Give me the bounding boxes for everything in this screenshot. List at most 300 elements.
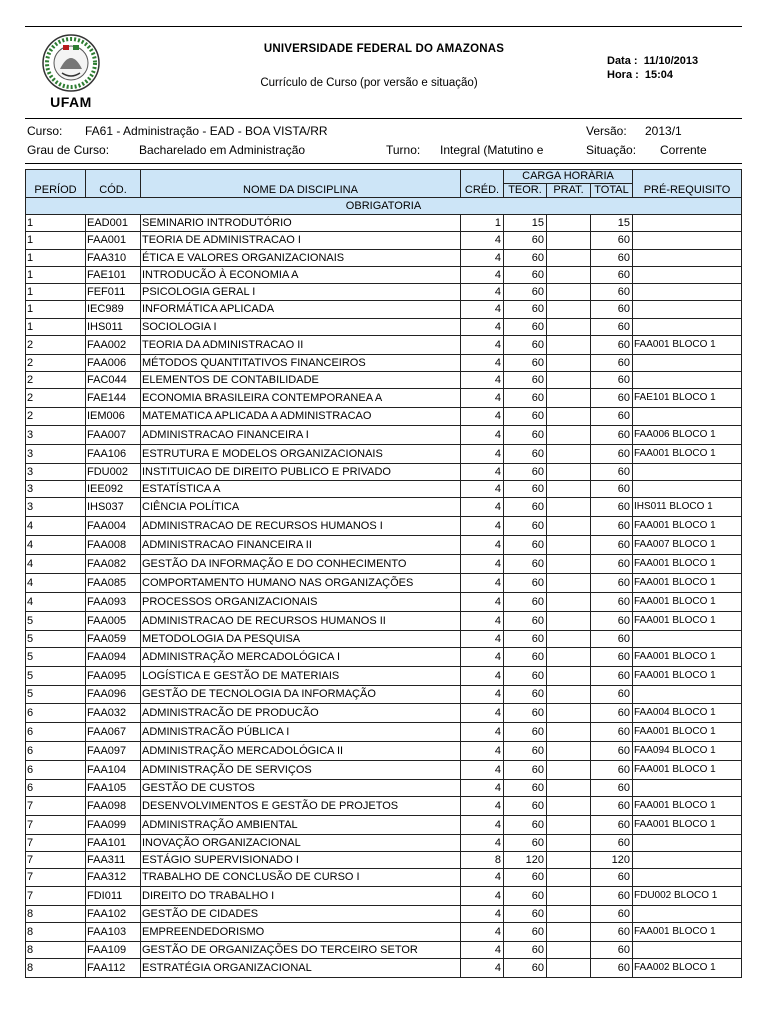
row-codigo: FAA082: [86, 555, 141, 574]
row-prereq: [633, 408, 742, 425]
col-prat: PRAT.: [547, 184, 591, 198]
row-prereq: [633, 480, 742, 497]
row-periodo: 2: [26, 389, 86, 408]
table-row: [26, 779, 742, 796]
table-row: [26, 886, 742, 905]
row-total: 60: [591, 284, 633, 301]
row-cred: 4: [461, 408, 504, 425]
row-prereq: FAA001 BLOCO 1: [633, 922, 742, 941]
row-total: 60: [591, 444, 633, 463]
row-prereq: FAE101 BLOCO 1: [633, 389, 742, 408]
table-row: [26, 498, 742, 517]
row-periodo: 8: [26, 905, 86, 922]
table-row: [26, 631, 742, 648]
row-codigo: FAA067: [86, 722, 141, 741]
row-periodo: 3: [26, 463, 86, 480]
row-prereq: FAA001 BLOCO 1: [633, 612, 742, 631]
col-periodo: PERÍOD: [26, 170, 86, 198]
row-cred: 4: [461, 372, 504, 389]
row-cred: 4: [461, 722, 504, 741]
row-total: 60: [591, 301, 633, 318]
row-codigo: FAA007: [86, 425, 141, 444]
row-teor: 60: [504, 498, 547, 517]
table-row: [26, 941, 742, 958]
row-total: 15: [591, 215, 633, 232]
row-periodo: 4: [26, 536, 86, 555]
row-periodo: 7: [26, 886, 86, 905]
table-row: [26, 266, 742, 283]
curriculum-table: [25, 169, 742, 978]
row-total: 60: [591, 815, 633, 834]
versao-value: 2013/1: [645, 124, 682, 138]
row-cred: 4: [461, 555, 504, 574]
row-cred: 4: [461, 425, 504, 444]
row-prat: [547, 463, 591, 480]
versao-label: Versão:: [586, 124, 627, 138]
row-prat: [547, 389, 591, 408]
row-prat: [547, 593, 591, 612]
row-prat: [547, 498, 591, 517]
row-periodo: 6: [26, 779, 86, 796]
col-total: TOTAL: [591, 184, 633, 198]
row-prat: [547, 555, 591, 574]
row-prat: [547, 886, 591, 905]
row-codigo: FAA109: [86, 941, 141, 958]
row-teor: 60: [504, 722, 547, 741]
row-prat: [547, 703, 591, 722]
row-codigo: FAA103: [86, 922, 141, 941]
row-periodo: 6: [26, 722, 86, 741]
row-prereq: [633, 834, 742, 851]
row-prat: [547, 318, 591, 335]
table-header: [26, 170, 742, 198]
row-nome: ESTRATÉGIA ORGANIZACIONAL: [141, 959, 461, 978]
row-prereq: [633, 301, 742, 318]
row-cred: 4: [461, 703, 504, 722]
row-nome: SOCIOLOGIA I: [141, 318, 461, 335]
row-teor: 60: [504, 463, 547, 480]
group-label: OBRIGATORIA: [26, 198, 742, 215]
row-teor: 60: [504, 741, 547, 760]
row-prereq: FAA001 BLOCO 1: [633, 667, 742, 686]
row-prat: [547, 852, 591, 869]
row-periodo: 4: [26, 555, 86, 574]
row-total: 60: [591, 959, 633, 978]
row-cred: 4: [461, 959, 504, 978]
row-prat: [547, 869, 591, 886]
row-cred: 4: [461, 922, 504, 941]
row-periodo: 7: [26, 869, 86, 886]
row-prat: [547, 408, 591, 425]
row-prat: [547, 425, 591, 444]
row-teor: 60: [504, 869, 547, 886]
row-total: 60: [591, 631, 633, 648]
table-row: [26, 741, 742, 760]
row-codigo: IHS037: [86, 498, 141, 517]
row-cred: 4: [461, 612, 504, 631]
table-row: [26, 703, 742, 722]
row-periodo: 2: [26, 354, 86, 371]
row-prat: [547, 444, 591, 463]
row-periodo: 8: [26, 922, 86, 941]
row-nome: GESTÃO DA INFORMAÇÃO E DO CONHECIMENTO: [141, 555, 461, 574]
logo-text: UFAM: [50, 94, 92, 110]
row-teor: 60: [504, 408, 547, 425]
row-nome: ADMINISTRAÇÃO MERCADOLÓGICA II: [141, 741, 461, 760]
row-total: 60: [591, 232, 633, 249]
row-prat: [547, 796, 591, 815]
row-teor: 60: [504, 760, 547, 779]
row-cred: 4: [461, 536, 504, 555]
table-row: [26, 463, 742, 480]
row-teor: 60: [504, 612, 547, 631]
row-periodo: 3: [26, 425, 86, 444]
row-total: 60: [591, 722, 633, 741]
row-total: 60: [591, 335, 633, 354]
row-nome: INTRODUCÃO À ECONOMIA A: [141, 266, 461, 283]
row-total: 60: [591, 536, 633, 555]
row-codigo: FAA104: [86, 760, 141, 779]
row-prereq: FAA004 BLOCO 1: [633, 703, 742, 722]
row-prereq: [633, 852, 742, 869]
row-periodo: 3: [26, 498, 86, 517]
row-cred: 8: [461, 852, 504, 869]
row-codigo: IEC989: [86, 301, 141, 318]
row-codigo: FAA096: [86, 686, 141, 703]
row-prat: [547, 612, 591, 631]
row-prereq: FDU002 BLOCO 1: [633, 886, 742, 905]
row-periodo: 7: [26, 815, 86, 834]
row-cred: 4: [461, 686, 504, 703]
row-prereq: [633, 941, 742, 958]
row-nome: ADMINISTRACÃO PÚBLICA I: [141, 722, 461, 741]
row-total: 60: [591, 922, 633, 941]
row-codigo: FDI011: [86, 886, 141, 905]
situacao-value: Corrente: [660, 143, 707, 157]
row-codigo: FAA002: [86, 335, 141, 354]
row-prereq: FAA001 BLOCO 1: [633, 517, 742, 536]
row-nome: ADMINISTRAÇÃO DE SERVIÇOS: [141, 760, 461, 779]
row-periodo: 5: [26, 612, 86, 631]
row-nome: LOGÍSTICA E GESTÃO DE MATERIAIS: [141, 667, 461, 686]
row-cred: 4: [461, 354, 504, 371]
row-periodo: 1: [26, 284, 86, 301]
row-prereq: [633, 779, 742, 796]
row-cred: 4: [461, 335, 504, 354]
row-cred: 4: [461, 480, 504, 497]
row-prereq: IHS011 BLOCO 1: [633, 498, 742, 517]
row-prat: [547, 354, 591, 371]
row-codigo: EAD001: [86, 215, 141, 232]
row-prereq: [633, 905, 742, 922]
row-prat: [547, 667, 591, 686]
date-label: Data :: [607, 55, 638, 67]
table-row: [26, 760, 742, 779]
row-codigo: FAA310: [86, 249, 141, 266]
row-nome: PSICOLOGIA GERAL I: [141, 284, 461, 301]
row-teor: 60: [504, 444, 547, 463]
row-codigo: IEE092: [86, 480, 141, 497]
row-prereq: FAA001 BLOCO 1: [633, 722, 742, 741]
row-cred: 4: [461, 574, 504, 593]
row-total: 60: [591, 886, 633, 905]
row-teor: 60: [504, 480, 547, 497]
row-cred: 4: [461, 796, 504, 815]
row-nome: ECONOMIA BRASILEIRA CONTEMPORANEA A: [141, 389, 461, 408]
row-prereq: FAA002 BLOCO 1: [633, 959, 742, 978]
row-periodo: 6: [26, 703, 86, 722]
row-teor: 60: [504, 703, 547, 722]
date-value: 11/10/2013: [643, 55, 699, 67]
row-nome: INFORMÁTICA APLICADA: [141, 301, 461, 318]
table-row: [26, 444, 742, 463]
row-cred: 4: [461, 905, 504, 922]
row-teor: 60: [504, 354, 547, 371]
row-teor: 60: [504, 425, 547, 444]
row-total: 60: [591, 318, 633, 335]
table-row: [26, 215, 742, 232]
row-codigo: FAA032: [86, 703, 141, 722]
row-prat: [547, 779, 591, 796]
row-codigo: FAA098: [86, 796, 141, 815]
row-prereq: [633, 372, 742, 389]
row-total: 60: [591, 941, 633, 958]
row-codigo: FAA102: [86, 905, 141, 922]
row-cred: 4: [461, 301, 504, 318]
row-prat: [547, 760, 591, 779]
row-nome: COMPORTAMENTO HUMANO NAS ORGANIZAÇÕES: [141, 574, 461, 593]
col-carga: CARGA HORÁRIA: [504, 170, 633, 184]
row-periodo: 7: [26, 852, 86, 869]
row-nome: ADMINISTRACAO DE RECURSOS HUMANOS I: [141, 517, 461, 536]
table-row: [26, 284, 742, 301]
row-cred: 4: [461, 318, 504, 335]
row-total: 60: [591, 372, 633, 389]
row-codigo: FAA105: [86, 779, 141, 796]
row-total: 60: [591, 834, 633, 851]
row-teor: 60: [504, 886, 547, 905]
row-prat: [547, 741, 591, 760]
date-line: [607, 55, 698, 67]
row-nome: ADMINISTRAÇÃO MERCADOLÓGICA I: [141, 648, 461, 667]
row-codigo: FAA094: [86, 648, 141, 667]
row-total: 60: [591, 354, 633, 371]
row-codigo: FAA311: [86, 852, 141, 869]
row-codigo: FAA112: [86, 959, 141, 978]
row-teor: 60: [504, 959, 547, 978]
row-nome: ELEMENTOS DE CONTABILIDADE: [141, 372, 461, 389]
row-prat: [547, 480, 591, 497]
row-nome: ÉTICA E VALORES ORGANIZACIONAIS: [141, 249, 461, 266]
row-prat: [547, 284, 591, 301]
row-cred: 4: [461, 593, 504, 612]
row-periodo: 1: [26, 318, 86, 335]
row-teor: 60: [504, 301, 547, 318]
table-row: [26, 612, 742, 631]
hour-line: [607, 69, 673, 81]
row-prat: [547, 372, 591, 389]
grau-label: Grau de Curso:: [27, 143, 110, 157]
table-row: [26, 922, 742, 941]
row-nome: EMPREENDEDORISMO: [141, 922, 461, 941]
row-codigo: FAE101: [86, 266, 141, 283]
table-row: [26, 249, 742, 266]
row-teor: 60: [504, 686, 547, 703]
row-cred: 4: [461, 815, 504, 834]
row-prereq: FAA001 BLOCO 1: [633, 335, 742, 354]
row-codigo: IHS011: [86, 318, 141, 335]
table-row: [26, 852, 742, 869]
row-prereq: FAA007 BLOCO 1: [633, 536, 742, 555]
row-teor: 60: [504, 667, 547, 686]
row-periodo: 2: [26, 372, 86, 389]
row-total: 60: [591, 779, 633, 796]
row-teor: 60: [504, 941, 547, 958]
table-row: [26, 425, 742, 444]
row-nome: ADMINISTRACÃO DE PRODUCÃO: [141, 703, 461, 722]
row-codigo: FAA099: [86, 815, 141, 834]
row-prat: [547, 959, 591, 978]
row-prereq: [633, 249, 742, 266]
row-prereq: [633, 869, 742, 886]
row-prereq: [633, 354, 742, 371]
row-teor: 60: [504, 232, 547, 249]
row-teor: 60: [504, 389, 547, 408]
row-codigo: FAA004: [86, 517, 141, 536]
row-teor: 60: [504, 335, 547, 354]
row-prereq: [633, 232, 742, 249]
row-total: 60: [591, 703, 633, 722]
row-teor: 60: [504, 922, 547, 941]
row-nome: GESTÃO DE TECNOLOGIA DA INFORMAÇÃO: [141, 686, 461, 703]
row-periodo: 8: [26, 959, 86, 978]
table-row: [26, 648, 742, 667]
situacao-label: Situação:: [586, 143, 637, 157]
row-teor: 60: [504, 796, 547, 815]
row-prat: [547, 215, 591, 232]
row-prat: [547, 905, 591, 922]
row-codigo: FAA001: [86, 232, 141, 249]
row-nome: ADMINISTRACAO DE RECURSOS HUMANOS II: [141, 612, 461, 631]
row-prat: [547, 301, 591, 318]
hour-label: Hora :: [607, 69, 639, 81]
row-cred: 4: [461, 648, 504, 667]
row-teor: 60: [504, 555, 547, 574]
turno-value: Integral (Matutino e: [440, 143, 544, 157]
row-prereq: FAA001 BLOCO 1: [633, 574, 742, 593]
row-codigo: FAA101: [86, 834, 141, 851]
col-teor: TEOR.: [504, 184, 547, 198]
table-row: [26, 480, 742, 497]
row-total: 60: [591, 648, 633, 667]
row-cred: 4: [461, 517, 504, 536]
row-total: 60: [591, 249, 633, 266]
row-prat: [547, 722, 591, 741]
table-row: [26, 232, 742, 249]
table-row: [26, 555, 742, 574]
row-periodo: 1: [26, 249, 86, 266]
row-codigo: FDU002: [86, 463, 141, 480]
row-prat: [547, 631, 591, 648]
row-teor: 60: [504, 648, 547, 667]
table-row: [26, 905, 742, 922]
row-prereq: FAA094 BLOCO 1: [633, 741, 742, 760]
row-teor: 60: [504, 266, 547, 283]
row-codigo: FAE144: [86, 389, 141, 408]
row-nome: TEORIA DE ADMINISTRACAO I: [141, 232, 461, 249]
row-total: 60: [591, 741, 633, 760]
table-row: [26, 389, 742, 408]
row-cred: 4: [461, 463, 504, 480]
row-periodo: 5: [26, 631, 86, 648]
row-prereq: [633, 318, 742, 335]
row-nome: SEMINARIO INTRODUTÓRIO: [141, 215, 461, 232]
row-nome: ADMINISTRACAO FINANCEIRA II: [141, 536, 461, 555]
info-rule: [25, 163, 742, 164]
row-prereq: [633, 215, 742, 232]
curso-label: Curso:: [27, 124, 63, 138]
row-nome: GESTÃO DE CIDADES: [141, 905, 461, 922]
row-total: 60: [591, 574, 633, 593]
row-teor: 60: [504, 284, 547, 301]
col-prereq: PRÉ-REQUISITO: [633, 170, 742, 198]
row-periodo: 1: [26, 301, 86, 318]
row-cred: 4: [461, 941, 504, 958]
row-codigo: FAA097: [86, 741, 141, 760]
row-total: 60: [591, 593, 633, 612]
row-total: 60: [591, 517, 633, 536]
row-nome: INSTITUICAO DE DIREITO PUBLICO E PRIVADO: [141, 463, 461, 480]
row-nome: INOVAÇÃO ORGANIZACIONAL: [141, 834, 461, 851]
row-periodo: 3: [26, 480, 86, 497]
row-nome: PROCESSOS ORGANIZACIONAIS: [141, 593, 461, 612]
table-body: [26, 198, 742, 978]
row-cred: 4: [461, 232, 504, 249]
row-total: 60: [591, 408, 633, 425]
row-periodo: 1: [26, 266, 86, 283]
row-nome: ESTÁGIO SUPERVISIONADO I: [141, 852, 461, 869]
table-row: [26, 722, 742, 741]
row-teor: 60: [504, 372, 547, 389]
header-rule: [25, 118, 742, 119]
table-row: [26, 834, 742, 851]
row-prereq: [633, 686, 742, 703]
row-prat: [547, 232, 591, 249]
row-total: 60: [591, 869, 633, 886]
row-teor: 60: [504, 593, 547, 612]
row-total: 60: [591, 760, 633, 779]
row-codigo: IEM006: [86, 408, 141, 425]
row-prat: [547, 834, 591, 851]
table-row: [26, 536, 742, 555]
row-teor: 60: [504, 536, 547, 555]
report-subtitle: Currículo de Curso (por versão e situação): [260, 77, 478, 89]
table-row: [26, 667, 742, 686]
table-row: [26, 301, 742, 318]
row-cred: 4: [461, 631, 504, 648]
row-codigo: FAA106: [86, 444, 141, 463]
row-nome: ADMINISTRAÇÃO AMBIENTAL: [141, 815, 461, 834]
row-total: 60: [591, 667, 633, 686]
row-prereq: FAA001 BLOCO 1: [633, 648, 742, 667]
row-prereq: [633, 266, 742, 283]
table-row: [26, 796, 742, 815]
row-cred: 4: [461, 869, 504, 886]
row-codigo: FAC044: [86, 372, 141, 389]
row-periodo: 7: [26, 796, 86, 815]
table-row: [26, 517, 742, 536]
row-total: 120: [591, 852, 633, 869]
